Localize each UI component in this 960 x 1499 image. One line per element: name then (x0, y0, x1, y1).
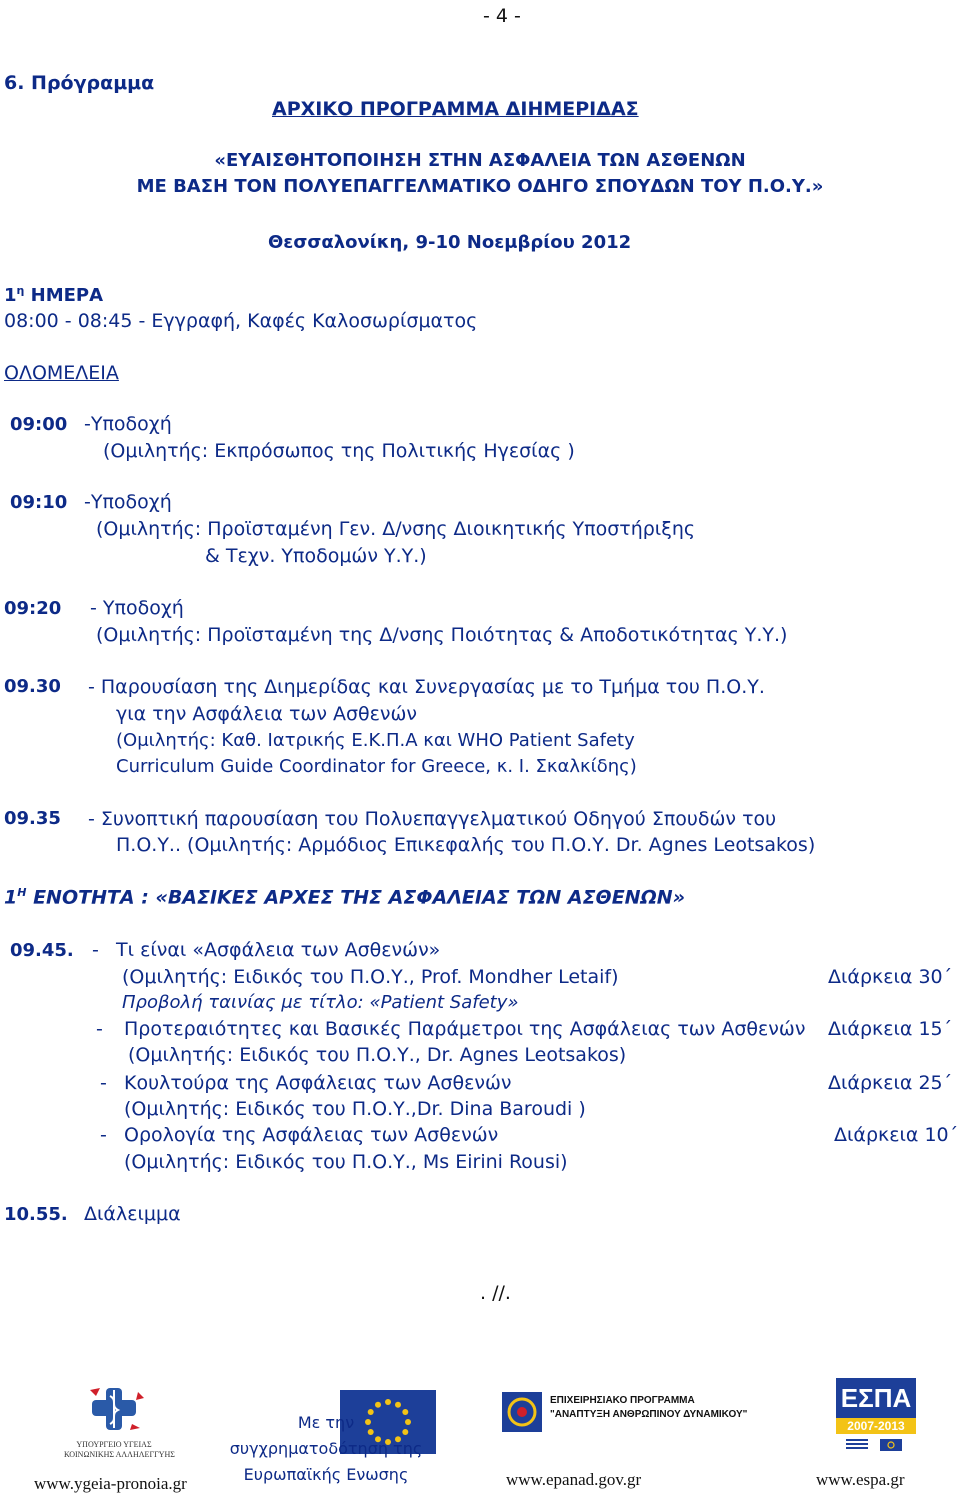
unit-number: 1 (4, 886, 18, 909)
ministry-name (64, 1440, 175, 1460)
espa-word: ΕΣΠΑ (836, 1378, 916, 1418)
session-0945-time: 09.45. (10, 940, 74, 961)
item-1-dash: - (92, 939, 99, 961)
epanad-line-1: ΕΠΙΧΕΙΡΗΣΙΑΚΟ ΠΡΟΓΡΑΜΜΑ (550, 1395, 695, 1406)
espa-flags (836, 1436, 916, 1448)
item-1-speaker: (Ομιλητής: Ειδικός του Π.Ο.Υ., Prof. Mondher Letaif) (122, 966, 619, 988)
cofunding-line-1: Με την (297, 1413, 355, 1432)
day-label: ΗΜΕΡΑ (30, 285, 104, 306)
session-0930-line-4: Curriculum Guide Coordinator for Greece, κ. Ι. Σκαλκίδης) (116, 756, 637, 777)
session-0935-line-2: Π.Ο.Υ.. (Ομιλητής: Αρμόδιος Επικεφαλής του Π.Ο.Υ. Dr. Agnes Leotsakos) (116, 834, 816, 856)
epanad-logo (500, 1390, 748, 1438)
epanad-url[interactable]: www.epanad.gov.gr (506, 1470, 642, 1489)
session-0930-line-2: για την Ασφάλεια των Ασθενών (116, 703, 418, 725)
item-1-film: Προβολή ταινίας με τίτλο: «Patient Safety» (122, 992, 519, 1013)
day-heading (4, 284, 103, 306)
epanad-text (550, 1394, 747, 1422)
epanad-line-2: "ΑΝΑΠΤΥΞΗ ΑΝΘΡΩΠΙΝΟΥ ΔΥΝΑΜΙΚΟΥ" (550, 1409, 748, 1420)
item-2-title: Προτεραιότητες και Βασικές Παράμετροι της Ασφάλειας των Ασθενών (124, 1018, 806, 1040)
cofunding-line-2: συγχρηματοδότηση της (229, 1439, 423, 1458)
item-1-title: Τι είναι «Ασφάλεια των Ασθενών» (116, 939, 441, 961)
espa-flags-icon (836, 1439, 916, 1451)
session-0910-speaker-2: & Τεχν. Υποδομών Υ.Υ.) (205, 545, 427, 567)
unit-heading (4, 886, 685, 908)
break-label: Διάλειμμα (84, 1203, 181, 1225)
ministry-url[interactable]: www.ygeia-pronoia.gr (34, 1474, 187, 1493)
subtitle-line-2: ΜΕ ΒΑΣΗ ΤΟΝ ΠΟΛΥΕΠΑΓΓΕΛΜΑΤΙΚΟ ΟΔΗΓΟ ΣΠΟΥΔΩΝ ΤΟΥ Π.Ο.Υ.» (136, 176, 824, 197)
ministry-logo (60, 1384, 170, 1446)
subtitle-line-1: «ΕΥΑΙΣΘΗΤΟΠΟΙΗΣΗ ΣΤΗΝ ΑΣΦΑΛΕΙΑ ΤΩΝ ΑΣΘΕΝΩΝ (214, 150, 746, 171)
session-0920-title: - Υποδοχή (90, 597, 184, 619)
espa-url[interactable]: www.espa.gr (816, 1470, 905, 1489)
unit-title: ΕΝΟΤΗΤΑ : «ΒΑΣΙΚΕΣ ΑΡΧΕΣ ΤΗΣ ΑΣΦΑΛΕΙΑΣ ΤΩΝ ΑΣΘΕΝΩΝ» (33, 886, 685, 909)
session-0920-time: 09:20 (4, 598, 62, 619)
place-date: Θεσσαλονίκη, 9-10 Νοεμβρίου 2012 (268, 232, 632, 253)
cofunding-line-3: Ευρωπαϊκής Ενωσης (243, 1465, 409, 1484)
session-0900-time: 09:00 (10, 414, 68, 435)
registration-time: 08:00 - 08:45 - (4, 310, 146, 332)
session-0935-line-1: - Συνοπτική παρουσίαση του Πολυεπαγγελματικού Οδηγού Σπουδών του (88, 808, 777, 830)
registration-text: Εγγραφή, Καφές Καλοσωρίσματος (151, 310, 478, 332)
item-2-dash: - (96, 1018, 103, 1040)
day-number: 1 (4, 285, 17, 306)
session-0930-line-1: - Παρουσίαση της Διημερίδας και Συνεργασίας με το Τμήμα του Π.Ο.Υ. (88, 676, 765, 698)
item-1-duration: Διάρκεια 30΄ (828, 966, 953, 988)
item-4-title: Ορολογία της Ασφάλειας των Ασθενών (124, 1124, 499, 1146)
item-4-duration: Διάρκεια 10΄ (834, 1124, 959, 1146)
item-3-speaker: (Ομιλητής: Ειδικός του Π.Ο.Υ.,Dr. Dina Baroudi ) (124, 1098, 586, 1120)
session-0900-speaker: (Ομιλητής: Εκπρόσωπος της Πολιτικής Ηγεσίας ) (103, 440, 575, 462)
session-0920-speaker: (Ομιλητής: Προϊσταμένη της Δ/νσης Ποιότητας & Αποδοτικότητας Υ.Υ.) (96, 624, 788, 646)
espa-logo (836, 1378, 916, 1450)
session-0935-time: 09.35 (4, 808, 61, 829)
plenary-heading: ΟΛΟΜΕΛΕΙΑ (4, 362, 119, 384)
ministry-name-line-1: ΥΠΟΥΡΓΕΙΟ ΥΓΕΙΑΣ (76, 1440, 152, 1449)
epanad-emblem-icon (500, 1390, 548, 1434)
item-4-dash: - (100, 1124, 107, 1146)
session-0900-title: -Υποδοχή (84, 413, 172, 435)
end-mark: . //. (480, 1282, 511, 1304)
session-0910-time: 09:10 (10, 492, 68, 513)
section-heading: 6. Πρόγραμμα (4, 72, 155, 94)
session-0930-line-3: (Ομιλητής: Καθ. Ιατρικής Ε.Κ.Π.Α και WHO Patient Safety (116, 730, 635, 751)
item-2-duration: Διάρκεια 15΄ (828, 1018, 953, 1040)
ministry-emblem-icon (60, 1384, 170, 1446)
item-2-speaker: (Ομιλητής: Ειδικός του Π.Ο.Υ., Dr. Agnes Leotsakos) (128, 1044, 627, 1066)
break-time: 10.55. (4, 1204, 68, 1225)
session-0910-title: -Υποδοχή (84, 491, 172, 513)
registration-row (4, 310, 477, 332)
main-title: ΑΡΧΙΚΟ ΠΡΟΓΡΑΜΜΑ ΔΙΗΜΕΡΙΔΑΣ (272, 98, 639, 120)
item-3-duration: Διάρκεια 25΄ (828, 1072, 953, 1094)
item-4-speaker: (Ομιλητής: Ειδικός του Π.Ο.Υ., Ms Eirini Rousi) (124, 1151, 568, 1173)
espa-years: 2007-2013 (836, 1418, 916, 1434)
item-3-dash: - (100, 1072, 107, 1094)
item-3-title: Κουλτούρα της Ασφάλειας των Ασθενών (124, 1072, 512, 1094)
day-superscript: η (16, 284, 25, 297)
page-number: - 4 - (483, 5, 521, 27)
session-0910-speaker-1: (Ομιλητής: Προϊσταμένη Γεν. Δ/νσης Διοικητικής Υποστήριξης (96, 518, 696, 540)
cofunding-text (226, 1410, 426, 1488)
session-0930-time: 09.30 (4, 676, 61, 697)
unit-superscript: Η (17, 886, 27, 899)
ministry-name-line-2: ΚΟΙΝΩΝΙΚΗΣ ΑΛΛΗΛΕΓΓΥΗΣ (64, 1450, 175, 1459)
